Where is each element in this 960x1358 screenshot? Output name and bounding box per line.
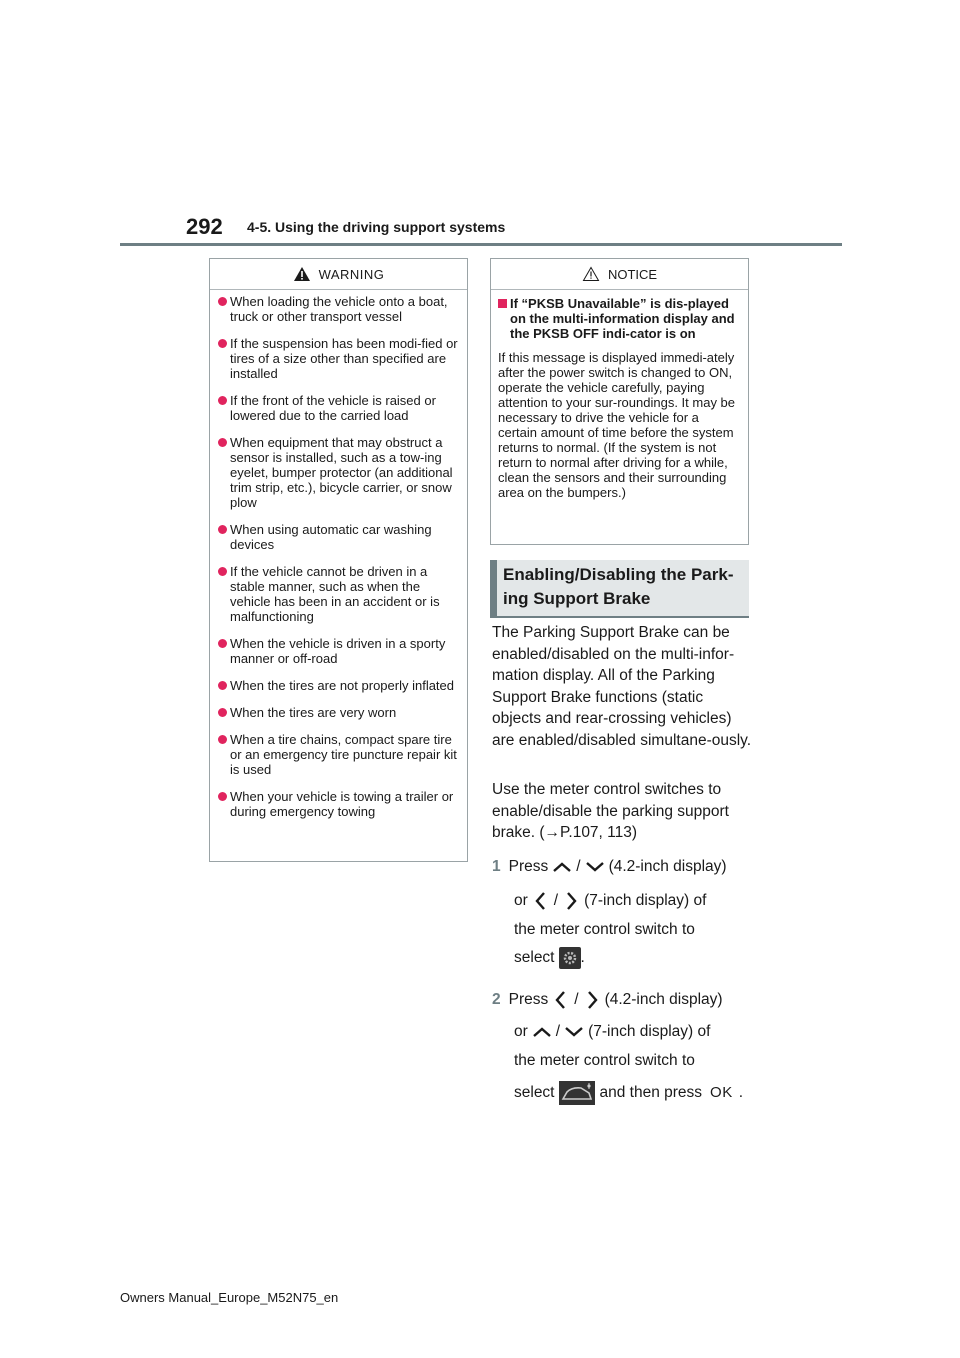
- step-2-line-1: [492, 989, 723, 1011]
- step-text: select: [514, 1084, 555, 1101]
- step-2-line-3: [514, 1051, 695, 1071]
- step-text: .: [580, 949, 585, 966]
- bullet-icon: [218, 297, 227, 306]
- step-text: the meter control switch to: [514, 921, 695, 938]
- chevron-right-icon: [558, 890, 584, 912]
- gear-icon: [559, 947, 581, 969]
- subheading-line-1: Enabling/Disabling the Park-: [503, 565, 734, 584]
- paragraph-2: Use the meter control switches to enable/disable the parking support brake. (→P.107, 113): [492, 781, 729, 842]
- chevron-left-icon: [528, 890, 554, 912]
- page-number: 292: [186, 214, 223, 239]
- step-1-line-2: [514, 890, 706, 912]
- step-text: (7-inch display) of: [584, 892, 707, 909]
- step-text: Press: [508, 991, 549, 1008]
- subheading-line-2: ing Support Brake: [503, 589, 651, 608]
- chevron-left-icon: [548, 989, 574, 1011]
- warning-item: If the front of the vehicle is raised or lowered due to the carried load: [218, 393, 459, 423]
- notice-title: NOTICE: [607, 266, 658, 282]
- step-number: 2: [492, 991, 501, 1008]
- bullet-icon: [218, 339, 227, 348]
- step-text: and then press: [599, 1084, 703, 1101]
- step-text: or: [514, 1023, 528, 1040]
- paragraph-1: The Parking Support Brake can be enabled/disabled on the multi-infor-mation display. All of the Parking Support Brake functions (static objects and rear-crossing vehicles) are enabled/disabled simultane-ously.: [492, 624, 752, 749]
- section-title: 4-5. Using the driving support systems: [247, 219, 506, 235]
- warning-item: When the tires are very worn: [218, 705, 459, 720]
- footer-text: Owners Manual_Europe_M52N75_en: [120, 1290, 339, 1305]
- warning-item: When the vehicle is driven in a sporty manner or off-road: [218, 636, 459, 666]
- warning-item: When loading the vehicle onto a boat, truck or other transport vessel: [218, 294, 459, 324]
- subheading-bar: [490, 560, 497, 616]
- warning-item: When equipment that may obstruct a sensor is installed, such as a tow-ing eyelet, bumper protector (an additional trim strip, etc.), bicycle carrier, or snow plow: [218, 435, 459, 510]
- step-1-line-3: [514, 920, 695, 940]
- slash-text: /: [576, 858, 581, 875]
- slash-text: /: [574, 991, 579, 1008]
- notice-heading: If “PKSB Unavailable” is dis-played on the multi-information display and the PKSB OFF indi-cator is on: [498, 296, 741, 341]
- bullet-icon: [218, 639, 227, 648]
- slash-text: /: [553, 892, 559, 909]
- warning-triangle-icon: [293, 266, 311, 282]
- bullet-icon: [218, 567, 227, 576]
- step-2-line-4: [514, 1081, 743, 1105]
- warning-item: When the tires are not properly inflated: [218, 678, 459, 693]
- step-text: select: [514, 949, 555, 966]
- chevron-down-icon: [560, 1024, 588, 1040]
- step-text: or: [514, 892, 528, 909]
- step-number: 1: [492, 858, 501, 875]
- step-1-line-1: [492, 857, 727, 877]
- warning-item: When your vehicle is towing a trailer or during emergency towing: [218, 789, 459, 819]
- notice-body: [491, 290, 748, 500]
- square-bullet-icon: [498, 299, 507, 308]
- step-text: the meter control switch to: [514, 1052, 695, 1069]
- warning-item: When a tire chains, compact spare tire or an emergency tire puncture repair kit is used: [218, 732, 459, 777]
- notice-header: [491, 259, 748, 290]
- bullet-icon: [218, 681, 227, 690]
- step-text: (4.2-inch display): [604, 991, 723, 1008]
- step-text: Press: [508, 858, 549, 875]
- bullet-icon: [218, 396, 227, 405]
- chevron-down-icon: [581, 859, 609, 875]
- warning-header: [210, 259, 467, 290]
- bullet-icon: [218, 792, 227, 801]
- ok-button-glyph: OK: [710, 1084, 733, 1101]
- subheading-rule: [490, 616, 749, 618]
- car-sensor-icon: [559, 1081, 595, 1105]
- chevron-up-icon: [528, 1024, 556, 1040]
- warning-list: [210, 290, 467, 819]
- notice-box: [490, 258, 749, 545]
- header-rule: [120, 243, 842, 246]
- bullet-icon: [218, 525, 227, 534]
- warning-item: If the suspension has been modi-fied or tires of a size other than specified are installed: [218, 336, 459, 381]
- step-text: (4.2-inch display): [608, 858, 727, 875]
- warning-title: WARNING: [318, 266, 385, 282]
- bullet-icon: [218, 708, 227, 717]
- bullet-icon: [218, 735, 227, 744]
- chevron-up-icon: [548, 859, 576, 875]
- warning-item: If the vehicle cannot be driven in a stable manner, such as when the vehicle has been in an accident or is malfunctioning: [218, 564, 459, 624]
- warning-item: When using automatic car washing devices: [218, 522, 459, 552]
- step-1-line-4: [514, 947, 585, 969]
- step-text: (7-inch display) of: [588, 1023, 711, 1040]
- notice-text: If this message is displayed immedi-ately after the power switch is changed to ON, operate the vehicle carefully, paying attention to your sur-roundings. It may be necessary to drive the vehicle for a certain amount of time before the system returns to normal. (If the system is not return to normal after driving for a while, clean the sensors and their surrounding area on the bumpers.): [498, 350, 736, 500]
- notice-triangle-icon: [582, 266, 600, 282]
- slash-text: /: [555, 1023, 561, 1040]
- step-text: .: [738, 1084, 744, 1101]
- bullet-icon: [218, 438, 227, 447]
- step-2-line-2: [514, 1022, 710, 1042]
- warning-box: [209, 258, 468, 862]
- subheading: [490, 560, 749, 616]
- chevron-right-icon: [579, 989, 605, 1011]
